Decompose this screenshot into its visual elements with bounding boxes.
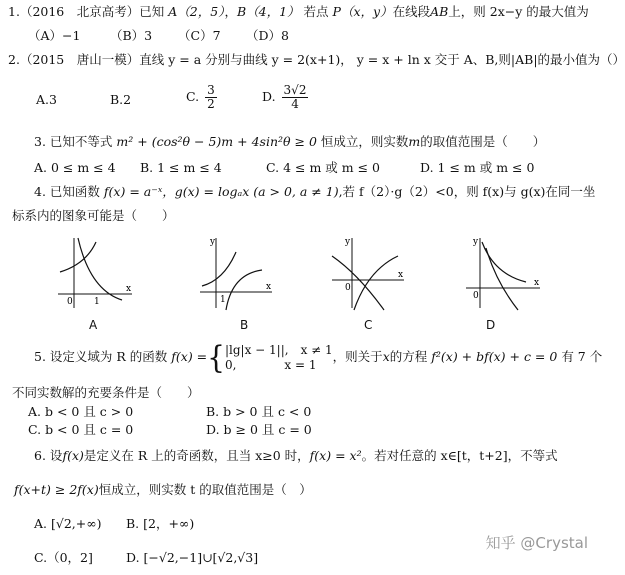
q6-text-b: 是定义在 R 上的奇函数，且当 x≥0 时， — [83, 448, 310, 463]
q1-option-c: （C）7 — [178, 28, 221, 43]
q2-option-d — [262, 84, 310, 111]
q5-text-b: ，则关于 — [332, 349, 383, 364]
q3-option-d: D. 1 ≤ m 或 m ≤ 0 — [420, 160, 535, 175]
graph-c-curve-2 — [354, 256, 398, 310]
q6-text-c: 。若对任意的 x∈[t，t+2]，不等式 — [361, 448, 558, 463]
q1-text-c: 在线段 — [392, 4, 431, 19]
q4-graph-a — [56, 234, 134, 312]
q6-option-a: A. [√2,+∞) — [34, 516, 102, 531]
q2-stem — [8, 52, 625, 68]
q5-variable: x — [382, 349, 390, 364]
q4-number: 4. — [34, 184, 46, 199]
q6-number: 6. — [34, 448, 46, 463]
q5-option-c: C. b < 0 且 c = 0 — [28, 422, 134, 437]
q1-number: 1. — [8, 4, 20, 19]
q6-definition: f(x) = x² — [309, 448, 362, 463]
graph-d-y-label: y — [473, 237, 479, 247]
graph-b-x-label: x — [266, 282, 272, 292]
q5-equation: f²(x) + bf(x) + c = 0 — [431, 349, 558, 364]
q1-text-b: 若点 — [303, 4, 329, 19]
q1-stem — [8, 4, 589, 20]
q2-option-a: A.3 — [36, 92, 57, 107]
graph-a-curve-2 — [78, 238, 122, 300]
q5-text-a: 设定义域为 R 的函数 — [49, 349, 168, 364]
q3-text-a: 已知不等式 — [49, 134, 113, 149]
q2-option-c-fraction — [205, 84, 217, 111]
q4-stem-cont: 标系内的图象可能是（ ） — [12, 208, 175, 223]
q2-option-d-label: D. — [262, 89, 276, 104]
q5-text-c: 的方程 — [389, 349, 428, 364]
q3-text-c: 的取值范围是（ ） — [420, 134, 546, 149]
graph-b-curve-1 — [202, 252, 236, 286]
q4-graph-b — [196, 234, 274, 312]
graph-b-curve-2 — [226, 270, 262, 310]
q5-case-2: 0, x = 1 — [224, 357, 317, 372]
q1-text-d: 上，则 2x−y 的最大值为 — [448, 4, 589, 19]
q2-option-d-numerator: 3√2 — [283, 83, 307, 97]
q2-option-c-denominator: 2 — [207, 97, 215, 111]
graph-a-curve-1 — [60, 242, 96, 272]
q3-variable: m — [408, 134, 421, 149]
q5-option-d: D. b ≥ 0 且 c = 0 — [206, 422, 312, 437]
q4-expression: f(x) = a⁻ˣ，g(x) = logₐx (a > 0, a ≠ 1) — [103, 184, 339, 199]
graph-c-curve-1 — [332, 256, 384, 310]
q1-option-b: （B）3 — [110, 28, 153, 43]
q1-point-b: B（4，1） — [236, 4, 300, 19]
q1-option-d: （D）8 — [246, 28, 289, 43]
q4-stem — [34, 184, 595, 200]
q5-stem-cont: 不同实数解的充要条件是（ ） — [12, 385, 200, 400]
q4-graph-d-label: D — [486, 318, 496, 332]
q2-option-d-fraction — [282, 84, 309, 111]
graph-b-y-label: y — [210, 237, 216, 247]
graph-d-x-label: x — [534, 278, 540, 288]
graph-d-origin: 0 — [473, 291, 479, 301]
q6-inequality: f(x+t) ≥ 2f(x) — [14, 482, 99, 497]
q2-option-c-numerator: 3 — [207, 83, 215, 97]
q2-text-b: 的最小值为（） — [537, 52, 625, 67]
q3-option-b: B. 1 ≤ m ≤ 4 — [140, 160, 222, 175]
graph-a-one: 1 — [94, 297, 100, 307]
q2-option-c — [186, 84, 219, 111]
q5-brace: { — [207, 338, 225, 376]
q1-text-a: 已知 — [139, 4, 165, 19]
graph-c-origin: 0 — [345, 283, 351, 293]
q4-text-b: ,若 f（2）·g（2）<0，则 f(x)与 g(x)在同一坐 — [338, 184, 596, 199]
graph-b-one: 1 — [220, 295, 226, 305]
graph-d-curve-1 — [482, 242, 526, 282]
graph-c-x-label: x — [398, 270, 404, 280]
q1-point-a: A（2，5） — [168, 4, 225, 19]
q1-source: （2016 北京高考） — [19, 4, 140, 19]
q2-source: （2015 唐山一模） — [19, 52, 140, 67]
q4-graph-d — [464, 234, 542, 312]
q5-stem — [34, 338, 603, 376]
q2-option-b: B.2 — [110, 92, 132, 107]
q6-option-c: C.（0，2] — [34, 550, 93, 565]
q6-text-a: 设 — [49, 448, 63, 463]
q4-text-a: 已知函数 — [49, 184, 100, 199]
q5-option-b: B. b > 0 且 c < 0 — [206, 404, 312, 419]
q5-piecewise — [225, 343, 333, 373]
q6-fx: f(x) — [62, 448, 84, 463]
q3-option-c: C. 4 ≤ m 或 m ≤ 0 — [266, 160, 380, 175]
q4-graph-c-label: C — [364, 318, 373, 332]
q5-fx: f(x) = — [171, 349, 208, 364]
q4-graph-a-label: A — [89, 318, 98, 332]
q6-text-d: 恒成立，则实数 t 的取值范围是（ ） — [98, 482, 312, 497]
watermark: 知乎 @Crystal — [485, 534, 588, 552]
q5-case-1: |lg|x − 1||, x ≠ 1 — [224, 342, 333, 357]
q4-graph-b-label: B — [240, 318, 249, 332]
graph-a-origin: 0 — [67, 297, 73, 307]
q6-stem-cont — [14, 482, 312, 498]
q1-segment: AB — [430, 4, 449, 19]
q2-number: 2. — [8, 52, 20, 67]
q3-number: 3. — [34, 134, 46, 149]
q6-stem — [34, 448, 558, 464]
q3-option-a: A. 0 ≤ m ≤ 4 — [34, 160, 116, 175]
q3-expression: m² + (cos²θ − 5)m + 4sin²θ ≥ 0 — [116, 134, 317, 149]
q5-number: 5. — [34, 349, 46, 364]
graph-d-curve-2 — [486, 248, 518, 310]
q5-text-d: 有 7 个 — [561, 349, 603, 364]
q1-sep: ， — [224, 4, 237, 19]
q5-option-a: A. b < 0 且 c > 0 — [28, 404, 134, 419]
graph-a-x-label: x — [126, 284, 132, 294]
q6-option-d: D. [−√2,−1]∪[√2,√3] — [126, 550, 259, 565]
q1-option-a: （A）−1 — [28, 28, 81, 43]
q1-point-p: P（x，y） — [332, 4, 393, 19]
q3-text-b: 恒成立，则实数 — [320, 134, 409, 149]
q3-stem — [34, 134, 545, 150]
q4-graph-c — [328, 234, 406, 312]
q2-option-c-label: C. — [186, 89, 200, 104]
graph-c-y-label: y — [345, 237, 351, 247]
q2-text-a: 直线 y = a 分别与曲线 y = 2(x+1)， y = x + ln x 交于 A、B,则 — [139, 52, 511, 67]
q6-option-b: B. [2，+∞) — [126, 516, 195, 531]
q2-option-d-denominator: 4 — [291, 97, 299, 111]
q2-abs-ab: |AB| — [510, 52, 538, 67]
